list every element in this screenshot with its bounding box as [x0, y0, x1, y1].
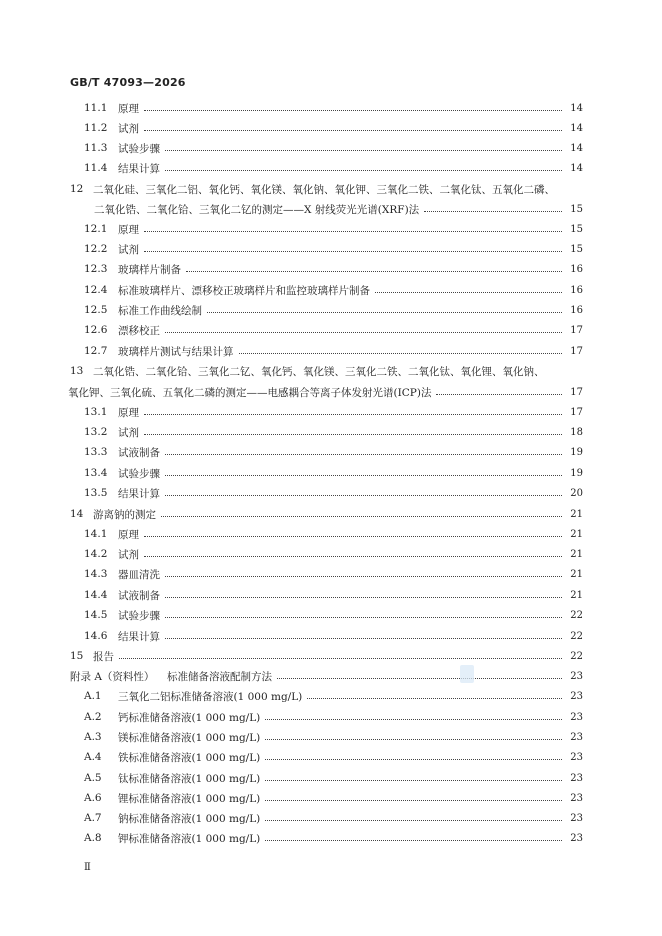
toc-entry-title: 试剂 — [118, 426, 139, 439]
toc-entry-page: 21 — [570, 589, 583, 601]
toc-entry-page: 17 — [570, 345, 583, 357]
toc-entry-title: 游离钠的测定 — [93, 508, 156, 521]
toc-dot-leader — [239, 353, 563, 354]
toc-entry-number: 11.1 — [84, 102, 108, 114]
toc-entry-title: 漂移校正 — [118, 324, 160, 337]
toc-entry[interactable] — [0, 282, 662, 298]
toc-entry-title: 试验步骤 — [118, 609, 160, 622]
toc-entry-title: 试剂 — [118, 548, 139, 561]
toc-dot-leader — [265, 739, 562, 740]
toc-entry[interactable] — [0, 628, 662, 644]
toc-entry[interactable] — [0, 709, 662, 725]
toc-dot-leader — [165, 597, 562, 598]
toc-entry-number: A.4 — [84, 751, 102, 763]
toc-dot-leader — [307, 698, 562, 699]
toc-entry[interactable] — [0, 444, 662, 460]
toc-dot-leader — [265, 780, 562, 781]
footer-page-number: Ⅱ — [84, 862, 91, 873]
toc-entry-page: 21 — [570, 568, 583, 580]
toc-dot-leader — [165, 170, 562, 171]
toc-entry-title: 原理 — [118, 406, 139, 419]
toc-entry-title: 锂标准储备溶液(1 000 mg/L) — [118, 792, 261, 805]
toc-entry-number: 14.5 — [84, 609, 108, 621]
toc-dot-leader — [436, 394, 562, 395]
toc-entry-title: 结果计算 — [118, 487, 160, 500]
toc-entry-page: 22 — [570, 630, 583, 642]
toc-entry[interactable] — [0, 221, 662, 237]
toc-dot-leader — [144, 130, 562, 131]
toc-entry-number: 13.2 — [84, 426, 108, 438]
toc-entry-title: 原理 — [118, 102, 139, 115]
toc-entry-page: 21 — [570, 528, 583, 540]
toc-dot-leader — [265, 800, 562, 801]
toc-dot-leader — [165, 475, 562, 476]
toc-entry-page: 15 — [570, 203, 583, 215]
toc-entry-page: 23 — [570, 832, 583, 844]
toc-entry-number: 14.1 — [84, 528, 108, 540]
toc-entry-page: 19 — [570, 467, 583, 479]
toc-entry-page: 14 — [570, 162, 583, 174]
toc-entry-number: A.5 — [84, 772, 102, 784]
toc-entry-number: 12.2 — [84, 243, 108, 255]
toc-dot-leader — [144, 251, 562, 252]
toc-entry-page: 23 — [570, 690, 583, 702]
toc-entry-number: 12.7 — [84, 345, 108, 357]
toc-entry-title: 二氧化硅、三氧化二铝、氧化钙、氧化镁、氧化钠、氧化钾、三氧化二铁、二氧化钛、五氧化二磷、 — [93, 183, 555, 196]
toc-entry[interactable] — [0, 587, 662, 603]
toc-entry[interactable] — [0, 100, 662, 116]
toc-entry[interactable] — [0, 181, 662, 197]
toc-entry-number: 11.2 — [84, 122, 108, 134]
toc-entry-title: 玻璃样片制备 — [118, 263, 181, 276]
toc-entry-page: 17 — [570, 324, 583, 336]
toc-entry-title: 原理 — [118, 223, 139, 236]
toc-entry-number: 13.5 — [84, 487, 108, 499]
toc-entry[interactable] — [0, 770, 662, 786]
toc-entry-page: 23 — [570, 711, 583, 723]
toc-dot-leader — [144, 556, 562, 557]
toc-entry-title: 试验步骤 — [118, 142, 160, 155]
toc-entry-number: A.1 — [84, 690, 102, 702]
toc-entry[interactable] — [0, 343, 662, 359]
toc-entry[interactable] — [0, 465, 662, 481]
toc-entry-title: 二氧化锆、二氧化铪、三氧化二钇的测定——X 射线荧光光谱(XRF)法 — [94, 203, 420, 216]
toc-entry-page: 16 — [570, 284, 583, 296]
document-header: GB/T 47093—2026 — [70, 76, 186, 89]
toc-entry[interactable] — [0, 648, 662, 664]
toc-entry-title: 试剂 — [118, 243, 139, 256]
toc-entry[interactable] — [0, 566, 662, 582]
toc-entry[interactable] — [0, 810, 662, 826]
toc-dot-leader — [144, 434, 562, 435]
toc-entry-title: 试液制备 — [118, 446, 160, 459]
toc-entry-number: 14.6 — [84, 630, 108, 642]
toc-dot-leader — [265, 719, 562, 720]
toc-dot-leader — [161, 516, 562, 517]
toc-entry-page: 21 — [570, 548, 583, 560]
toc-dot-leader — [265, 820, 562, 821]
toc-entry-page: 23 — [570, 792, 583, 804]
toc-dot-leader — [186, 271, 562, 272]
toc-entry[interactable] — [0, 790, 662, 806]
toc-entry-title: 标准储备溶液配制方法 — [167, 670, 272, 683]
toc-entry-title: 铁标准储备溶液(1 000 mg/L) — [118, 751, 261, 764]
toc-entry-page: 17 — [570, 386, 583, 398]
toc-entry[interactable] — [0, 830, 662, 846]
toc-entry-page: 23 — [570, 772, 583, 784]
toc-dot-leader — [424, 211, 562, 212]
toc-entry-page: 15 — [570, 243, 583, 255]
toc-entry-title: 原理 — [118, 528, 139, 541]
toc-entry-number: 13 — [70, 365, 84, 377]
toc-entry-number: 13.3 — [84, 446, 108, 458]
toc-dot-leader — [144, 414, 562, 415]
toc-entry-number: A.3 — [84, 731, 102, 743]
toc-entry-page: 23 — [570, 731, 583, 743]
toc-dot-leader — [165, 638, 562, 639]
toc-entry-page: 14 — [570, 102, 583, 114]
toc-entry-number: A.7 — [84, 812, 102, 824]
toc-entry[interactable] — [0, 506, 662, 522]
toc-entry[interactable] — [0, 668, 662, 684]
toc-entry[interactable] — [0, 607, 662, 623]
toc-entry-number: 12.4 — [84, 284, 108, 296]
toc-dot-leader — [207, 312, 562, 313]
toc-dot-leader — [119, 658, 562, 659]
toc-entry[interactable] — [0, 546, 662, 562]
toc-entry-title: 标准玻璃样片、漂移校正玻璃样片和监控玻璃样片制备 — [118, 284, 370, 297]
toc-entry-page: 18 — [570, 426, 583, 438]
toc-dot-leader — [165, 617, 562, 618]
toc-entry-title: 钾标准储备溶液(1 000 mg/L) — [118, 832, 261, 845]
toc-entry-number: A.2 — [84, 711, 102, 723]
toc-entry-page: 15 — [570, 223, 583, 235]
toc-entry-title: 试液制备 — [118, 589, 160, 602]
toc-dot-leader — [277, 678, 562, 679]
toc-entry-number: 13.4 — [84, 467, 108, 479]
toc-entry-number: A.8 — [84, 832, 102, 844]
toc-entry-page: 14 — [570, 122, 583, 134]
toc-entry-number: 12.1 — [84, 223, 108, 235]
toc-entry-number: 附录 A（资料性） — [70, 670, 155, 683]
toc-entry[interactable] — [0, 302, 662, 318]
toc-entry[interactable] — [0, 140, 662, 156]
toc-entry-page: 19 — [570, 446, 583, 458]
toc-entry-number: 14.3 — [84, 568, 108, 580]
toc-entry-number: 12.6 — [84, 324, 108, 336]
toc-entry-number: 13.1 — [84, 406, 108, 418]
toc-entry-page: 21 — [570, 508, 583, 520]
toc-dot-leader — [375, 292, 562, 293]
toc-entry[interactable] — [0, 201, 662, 217]
toc-entry-title: 玻璃样片测试与结果计算 — [118, 345, 234, 358]
toc-entry-number: 12 — [70, 183, 84, 195]
toc-dot-leader — [165, 150, 562, 151]
toc-entry-title: 氧化钾、三氧化硫、五氧化二磷的测定——电感耦合等离子体发射光谱(ICP)法 — [68, 386, 432, 399]
toc-entry-page: 23 — [570, 670, 583, 682]
toc-dot-leader — [144, 231, 562, 232]
toc-entry[interactable] — [0, 241, 662, 257]
toc-entry-page: 14 — [570, 142, 583, 154]
toc-entry-page: 17 — [570, 406, 583, 418]
toc-entry-title: 器皿清洗 — [118, 568, 160, 581]
toc-entry-page: 16 — [570, 263, 583, 275]
toc-dot-leader — [144, 536, 562, 537]
toc-entry[interactable] — [0, 688, 662, 704]
toc-entry-title: 二氧化锆、二氧化铪、三氧化二钇、氧化钙、氧化镁、三氧化二铁、二氧化钛、氧化锂、氧化钠、 — [93, 365, 545, 378]
toc-entry-page: 23 — [570, 751, 583, 763]
toc-dot-leader — [165, 576, 562, 577]
toc-entry[interactable] — [0, 749, 662, 765]
toc-entry-page: 22 — [570, 609, 583, 621]
toc-entry[interactable] — [0, 120, 662, 136]
toc-entry[interactable] — [0, 363, 662, 379]
toc-entry-number: 14.4 — [84, 589, 108, 601]
toc-entry[interactable] — [0, 424, 662, 440]
toc-entry-page: 20 — [570, 487, 583, 499]
toc-entry-title: 结果计算 — [118, 630, 160, 643]
toc-entry-number: 15 — [70, 650, 84, 662]
toc-entry-number: 11.3 — [84, 142, 108, 154]
toc-dot-leader — [144, 110, 562, 111]
toc-entry-number: 11.4 — [84, 162, 108, 174]
toc-entry-title: 试验步骤 — [118, 467, 160, 480]
toc-entry-title: 三氧化二铝标准储备溶液(1 000 mg/L) — [118, 690, 303, 703]
toc-entry-number: 14 — [70, 508, 84, 520]
toc-entry-page: 23 — [570, 812, 583, 824]
toc-entry-title: 钠标准储备溶液(1 000 mg/L) — [118, 812, 261, 825]
toc-entry-number: 12.3 — [84, 263, 108, 275]
toc-entry[interactable] — [0, 526, 662, 542]
toc-dot-leader — [165, 332, 562, 333]
toc-entry[interactable] — [0, 384, 662, 400]
toc-entry[interactable] — [0, 485, 662, 501]
toc-dot-leader — [165, 454, 562, 455]
toc-entry-number: 12.5 — [84, 304, 108, 316]
toc-dot-leader — [265, 759, 562, 760]
toc-entry[interactable] — [0, 729, 662, 745]
toc-entry-number: A.6 — [84, 792, 102, 804]
toc-dot-leader — [165, 495, 562, 496]
toc-entry[interactable] — [0, 404, 662, 420]
toc-entry-title: 钙标准储备溶液(1 000 mg/L) — [118, 711, 261, 724]
toc-entry-title: 试剂 — [118, 122, 139, 135]
toc-entry-page: 16 — [570, 304, 583, 316]
toc-entry-title: 镁标准储备溶液(1 000 mg/L) — [118, 731, 261, 744]
toc-entry-title: 结果计算 — [118, 162, 160, 175]
toc-entry-title: 标准工作曲线绘制 — [118, 304, 202, 317]
toc-dot-leader — [265, 840, 562, 841]
watermark-mark — [460, 665, 474, 683]
toc-entry-page: 22 — [570, 650, 583, 662]
toc-entry-title: 报告 — [93, 650, 114, 663]
toc-entry-title: 钛标准储备溶液(1 000 mg/L) — [118, 772, 261, 785]
toc-entry[interactable] — [0, 322, 662, 338]
toc-entry[interactable] — [0, 261, 662, 277]
toc-entry[interactable] — [0, 160, 662, 176]
toc-entry-number: 14.2 — [84, 548, 108, 560]
